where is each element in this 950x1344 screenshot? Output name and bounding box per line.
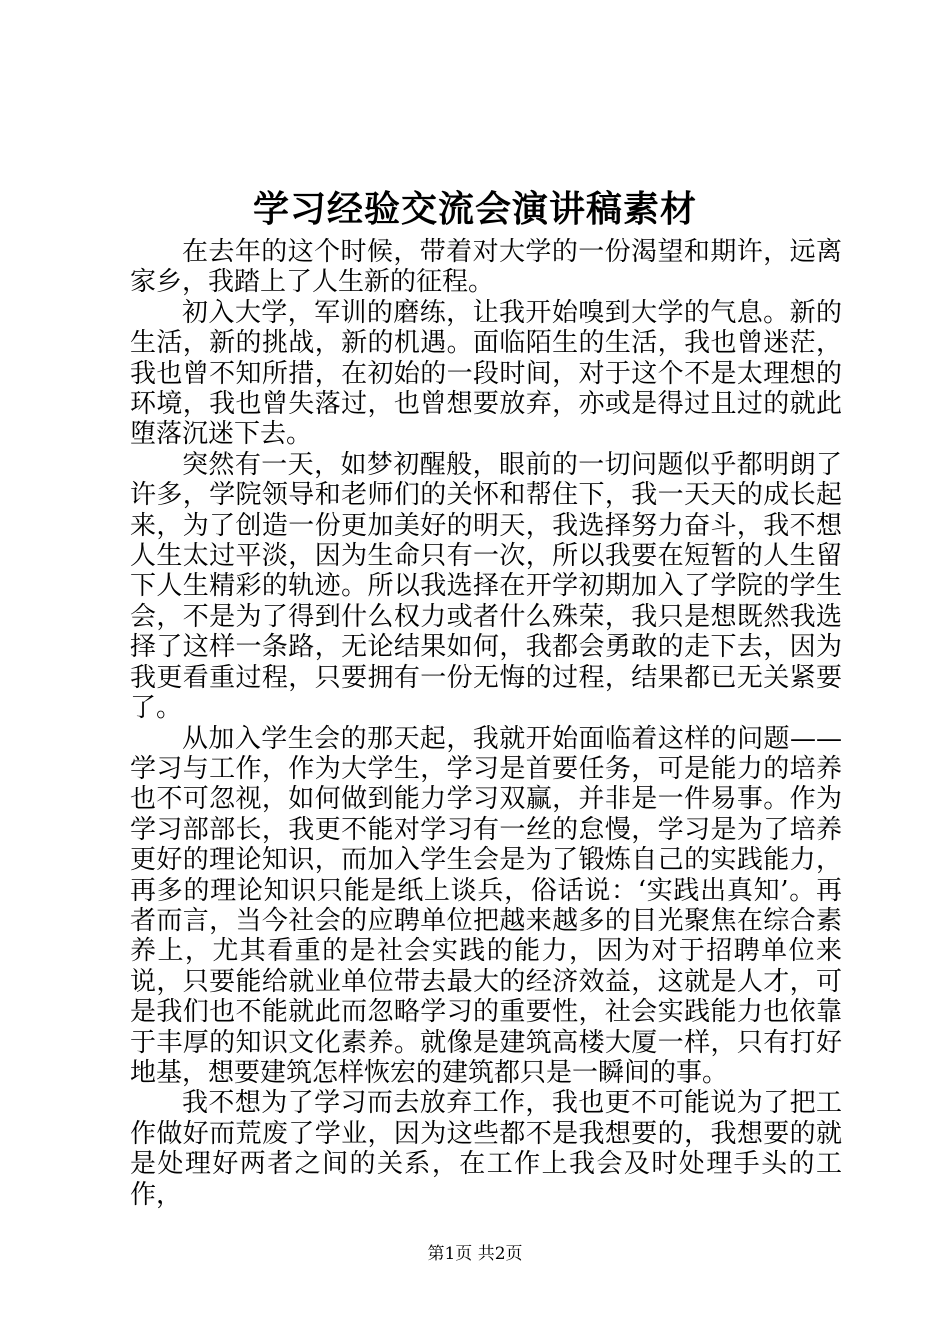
page-number-footer: 第1页 共2页: [427, 1244, 523, 1264]
paragraph: 初入大学，军训的磨练，让我开始嗅到大学的气息。新的生活，新的挑战，新的机遇。面临陌生的生活，我也曾迷茫，我也曾不知所措，在初始的一段时间，对于这个不是太理想的环境，我也曾失落过，也曾想要放弃，亦或是得过且过的就此堕落沉迷下去。: [130, 297, 842, 450]
document-body: [130, 237, 842, 1210]
paragraph: 我不想为了学习而去放弃工作，我也更不可能说为了把工作做好而荒废了学业，因为这些都不是我想要的，我想要的就是处理好两者之间的关系，在工作上我会及时处理手头的工作，: [130, 1088, 842, 1210]
paragraph: 突然有一天，如梦初醒般，眼前的一切问题似乎都明朗了许多，学院领导和老师们的关怀和帮住下，我一天天的成长起来，为了创造一份更加美好的明天，我选择努力奋斗，我不想人生太过平淡，因为生命只有一次，所以我要在短暂的人生留下人生精彩的轨迹。所以我选择在开学初期加入了学院的学生会，不是为了得到什么权力或者什么殊荣，我只是想既然我选择了这样一条路，无论结果如何，我都会勇敢的走下去，因为我更看重过程，只要拥有一份无悔的过程，结果都已无关紧要了。: [130, 449, 842, 724]
document-title: 学习经验交流会演讲稿素材: [252, 188, 697, 230]
paragraph: 在去年的这个时候，带着对大学的一份渴望和期许，远离家乡，我踏上了人生新的征程。: [130, 237, 842, 298]
paragraph: 从加入学生会的那天起，我就开始面临着这样的问题——学习与工作，作为大学生，学习是首要任务，可是能力的培养也不可忽视，如何做到能力学习双赢，并非是一件易事。作为学习部部长，我更不能对学习有一丝的怠慢，学习是为了培养更好的理论知识，而加入学生会是为了锻炼自己的实践能力，再多的理论知识只能是纸上谈兵，俗话说：‘实践出真知’。再者而言，当今社会的应聘单位把越来越多的目光聚焦在综合素养上，尤其看重的是社会实践的能力，因为对于招聘单位来说，只要能给就业单位带去最大的经济效益，这就是人才，可是我们也不能就此而忽略学习的重要性，社会实践能力也依靠于丰厚的知识文化素养。就像是建筑高楼大厦一样，只有打好地基，想要建筑怎样恢宏的建筑都只是一瞬间的事。: [130, 723, 842, 1088]
